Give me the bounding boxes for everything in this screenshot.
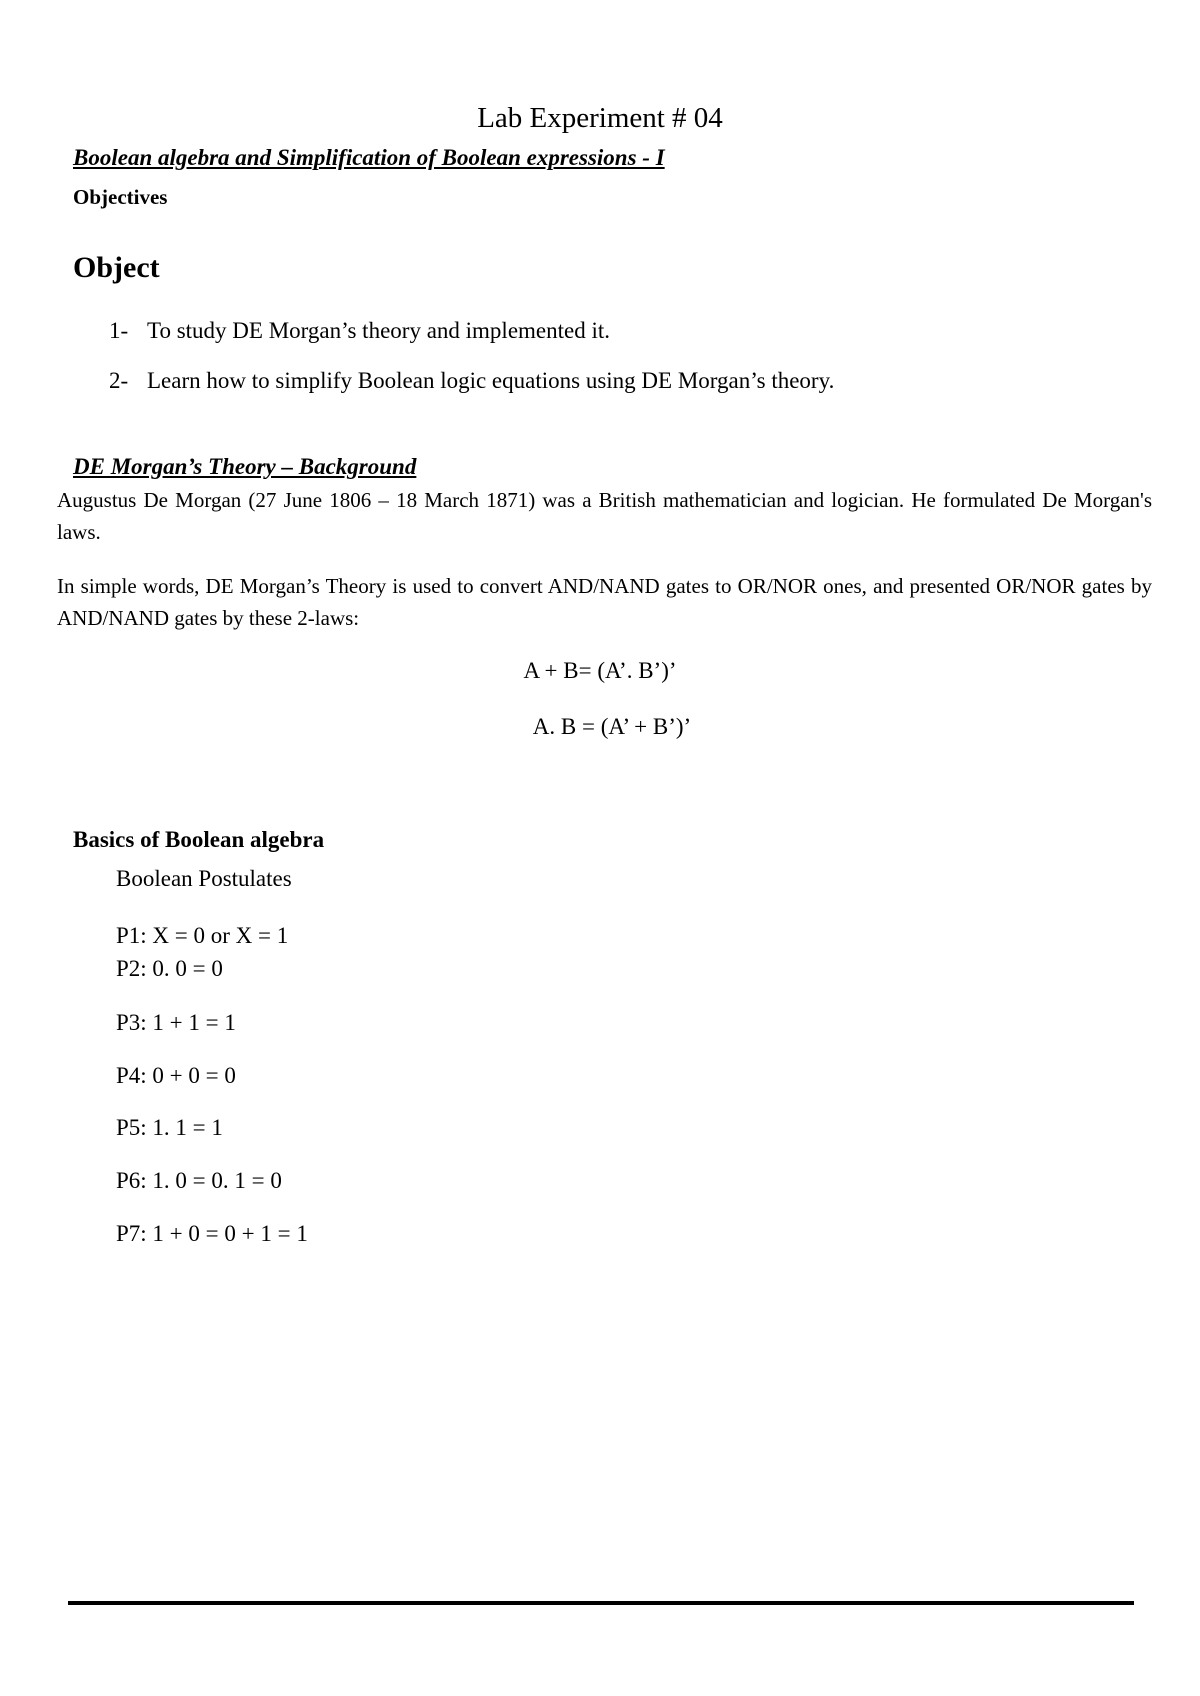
objective-number: 1- [109,318,129,343]
postulate-p2: P2: 0. 0 = 0 [116,956,223,981]
page-subtitle: Boolean algebra and Simplification of Boolean expressions - I [73,145,665,170]
postulate-p4: P4: 0 + 0 = 0 [116,1063,236,1088]
objective-text: Learn how to simplify Boolean logic equations using DE Morgan’s theory. [147,368,835,393]
formula-and: A. B = (A’ + B’)’ [532,714,692,739]
postulate-p1: P1: X = 0 or X = 1 [116,923,289,948]
postulate-p5: P5: 1. 1 = 1 [116,1115,223,1140]
postulates-label: Boolean Postulates [116,866,292,891]
postulate-p3: P3: 1 + 1 = 1 [116,1010,236,1035]
postulate-p7: P7: 1 + 0 = 0 + 1 = 1 [116,1221,308,1246]
background-heading: DE Morgan’s Theory – Background [73,454,417,479]
postulate-p6: P6: 1. 0 = 0. 1 = 0 [116,1168,282,1193]
basics-heading: Basics of Boolean algebra [73,827,325,852]
laws-paragraph: In simple words, DE Morgan’s Theory is used to convert AND/NAND gates to OR/NOR ones, and presented OR/NOR gates by AND/NAND gates by these 2-laws: [57,574,1152,630]
object-heading: Object [73,251,160,284]
footer-rule [68,1601,1134,1605]
background-paragraph: Augustus De Morgan (27 June 1806 – 18 March 1871) was a British mathematician and logician. He formulated De Morgan's laws. [57,488,1152,544]
objective-item [109,366,834,396]
formula-or: A + B= (A’. B’)’ [523,658,677,683]
objectives-label: Objectives [73,185,168,209]
page-title: Lab Experiment # 04 [477,102,723,134]
objective-number: 2- [109,368,129,393]
objective-item [109,316,610,346]
objective-text: To study DE Morgan’s theory and implemented it. [147,318,611,343]
